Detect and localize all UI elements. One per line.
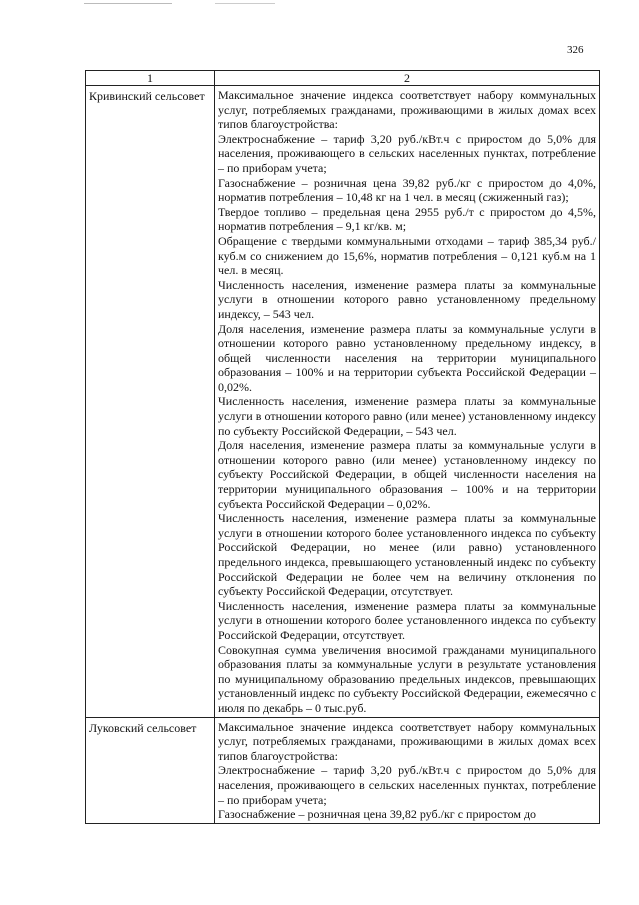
region-name-cell: Кривинский сельсовет <box>86 86 215 718</box>
region-content-cell <box>215 717 600 823</box>
paragraph: Обращение с твердыми коммунальными отходами – тариф 385,34 руб./куб.м со снижением до 15,6%, норматив потребления – 0,121 куб.м на 1 чел. в месяц. <box>218 233 596 278</box>
region-name-cell: Луковский сельсовет <box>86 717 215 823</box>
paragraph: Максимальное значение индекса соответствует набору коммунальных услуг, потребляемых гражданами, проживающими в жилых домах всех типов благоустройства: <box>218 88 596 132</box>
paragraph: Газоснабжение – розничная цена 39,82 руб./кг с приростом до <box>218 807 537 822</box>
table-row-lukovsky <box>86 717 600 823</box>
column-header-2: 2 <box>215 71 600 86</box>
paragraph: Численность населения, изменение размера платы за коммунальные услуги в отношении которого равно (или менее) установленному индексу по субъекту Российской Федерации, – 543 чел. <box>218 394 596 438</box>
table-row-krivinsky <box>86 86 600 718</box>
document-table <box>85 70 600 824</box>
paragraph: Доля населения, изменение размера платы за коммунальные услуги в отношении которого равно (или менее) установленному индексу по субъекту Российской Федерации, в общей численности населения на территории муниципального образования – 100% и на территории субъекта Российской Федерации – 0,02%. <box>218 438 596 511</box>
scan-edge-mark <box>84 3 172 4</box>
paragraph: Газоснабжение – розничная цена 39,82 руб./кг с приростом до 4,0%, норматив потребления – 10,48 кг на 1 чел. в месяц (сжиженный газ); <box>218 175 596 205</box>
page-number: 326 <box>567 44 584 56</box>
region-content-cell <box>215 86 600 718</box>
table-header-row <box>86 71 600 86</box>
paragraph: Доля населения, изменение размера платы за коммунальные услуги в отношении которого равно установленному предельному индексу, в общей численности населения на территории муниципального образования – 100% и на территории субъекта Российской Федерации – 0,02%. <box>218 321 596 394</box>
column-header-1: 1 <box>86 71 215 86</box>
paragraph: Максимальное значение индекса соответствует набору коммунальных услуг, потребляемых гражданами, проживающими в жилых домах всех типов благоустройства: <box>218 719 596 763</box>
scan-edge-mark <box>215 3 275 4</box>
paragraph: Численность населения, изменение размера платы за коммунальные услуги в отношении которого более установленного индекса по субъекту Российской Федерации, отсутствует. <box>218 598 596 642</box>
paragraph: Твердое топливо – предельная цена 2955 руб./т с приростом до 4,5%, норматив потребления – 9,1 кг/кв. м; <box>218 204 596 234</box>
paragraph: Электроснабжение – тариф 3,20 руб./кВт.ч с приростом до 5,0% для населения, проживающего в сельских населенных пунктах, потребление – по приборам учета; <box>218 763 596 807</box>
paragraph: Совокупная сумма увеличения вносимой гражданами муниципального образования платы за коммунальные услуги в результате установления по муниципальному образованию предельных индексов, превышающих установленный индекс по субъекту Российской Федерации, ежемесячно с июля по декабрь – 0 тыс.руб. <box>218 642 596 715</box>
paragraph: Электроснабжение – тариф 3,20 руб./кВт.ч с приростом до 5,0% для населения, проживающего в сельских населенных пунктах, потребление – по приборам учета; <box>218 131 596 175</box>
paragraph: Численность населения, изменение размера платы за коммунальные услуги в отношении которого более установленного индекса по субъекту Российской Федерации, но менее (или равно) установленного предельного индекса, превышающего установленный индекс по субъекту Российской Федерации не более чем на величину отклонения по субъекту Российской Федерации, отсутствует. <box>218 511 596 599</box>
paragraph: Численность населения, изменение размера платы за коммунальные услуги в отношении которого равно установленному предельному индексу, – 543 чел. <box>218 277 596 321</box>
